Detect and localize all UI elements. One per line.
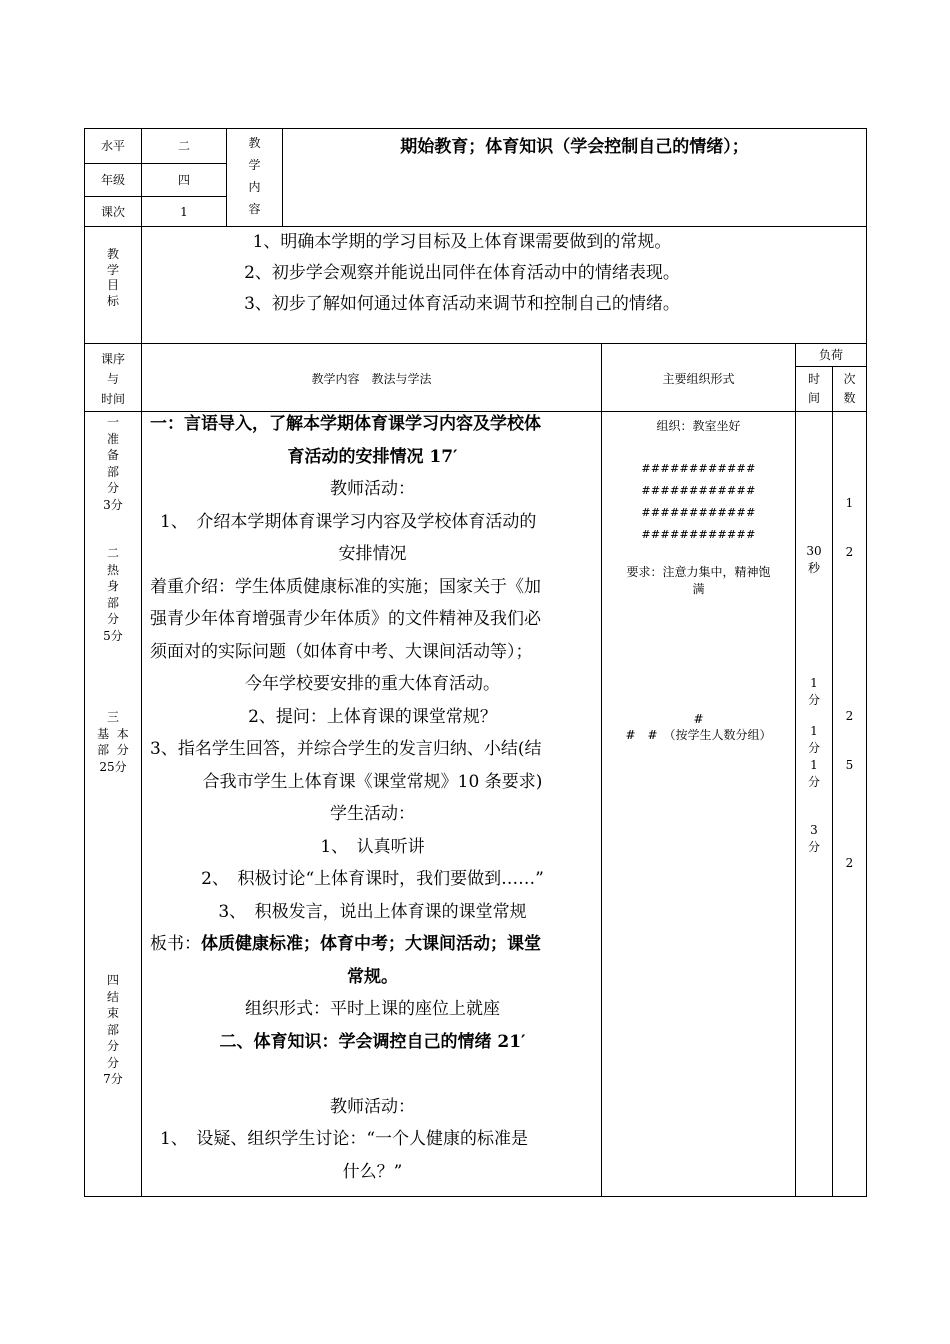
time-basic-1: 1 分 (807, 676, 820, 707)
formation-diagram (602, 458, 795, 546)
paragraph: 1、 介绍本学期体育课学习内容及学校体育活动的 (160, 511, 537, 532)
phase-basic: 三 基 本 部 分 25分 (97, 710, 129, 774)
load-header: 负荷 (818, 348, 843, 362)
paragraph: 1、 认真听讲 (320, 836, 425, 857)
phase-warmup: 二 热 身 部 分 5分 (103, 546, 123, 643)
time-basic-2: 1 分 1 分 (807, 724, 820, 789)
level-value: 二 (177, 139, 190, 153)
paragraph: 1、 设疑、组织学生讨论：“一个人健康的标准是 (160, 1129, 529, 1149)
paragraph: 强青少年体育增强青少年体质》的文件精神及我们必 (150, 609, 541, 629)
paragraph: 须面对的实际问题（如体育中考、大课间活动等）； (150, 641, 533, 662)
subheading: 教师活动： (330, 479, 415, 499)
count-value: 2 (845, 856, 854, 870)
objectives-label: 教 学 目 标 (106, 247, 119, 308)
organization-header: 主要组织形式 (662, 372, 735, 386)
time-warmup: 30 秒 (806, 544, 822, 575)
lesson-value: 1 (180, 205, 188, 219)
objectives-list (142, 227, 782, 320)
grade-value: 四 (177, 173, 190, 187)
section-heading: 育活动的安排情况 17′ (287, 446, 458, 467)
phase-closing: 四 结 束 部 分 分 7分 (103, 973, 123, 1086)
phase-preparation: 一 准 备 部 分 3分 (103, 415, 123, 512)
paragraph: 合我市学生上体育课《课堂常规》10 条要求) (202, 771, 543, 792)
grade-label: 年级 (100, 173, 125, 187)
formation-row: ############ (641, 462, 756, 475)
lesson-content (150, 408, 595, 1188)
paragraph: 3、指名学生回答，并综合学生的发言归纳、小结(结 (150, 739, 542, 759)
section-heading: 一：言语导入，了解本学期体育课学习内容及学校体 (150, 414, 541, 434)
group-formation: # # （按学生人数分组） (625, 728, 772, 742)
paragraph: 3、 积极发言，说出上体育课的课堂常规 (218, 901, 527, 922)
content-methods-header: 教学内容 教法与学法 (311, 372, 432, 386)
section-heading: 二、体育知识：学会调控自己的情绪 21′ (219, 1031, 526, 1052)
count-header: 次 数 (843, 372, 856, 405)
sequence-header: 课序 与 时间 (100, 352, 125, 406)
formation-row: ############ (641, 528, 756, 541)
time-basic-3: 3 分 (807, 823, 820, 854)
board-notes-cont: 常规。 (347, 966, 398, 987)
paragraph: 2、 积极讨论“上体育课时，我们要做到……” (201, 869, 544, 889)
subheading: 学生活动： (330, 804, 415, 824)
paragraph: 安排情况 (338, 544, 407, 564)
paragraph: 今年学校要安排的重大体育活动。 (245, 674, 500, 694)
objective-item: 1、明确本学期的学习目标及上体育课需要做到的常规。 (252, 232, 672, 252)
count-value: 2 (845, 545, 854, 559)
lesson-label: 课次 (100, 205, 125, 219)
org-title: 组织：教室坐好 (656, 419, 741, 433)
formation-row: ############ (641, 484, 756, 497)
count-value: 2 (845, 709, 854, 723)
content-title: 期始教育；体育知识（学会控制自己的情绪）； (400, 137, 749, 157)
time-header: 时 间 (807, 372, 820, 405)
count-value: 1 (845, 496, 854, 510)
group-mark: # (693, 712, 704, 726)
org-requirement: 要求：注意力集中，精神饱 满 (626, 565, 771, 596)
paragraph: 什么？” (342, 1161, 403, 1182)
formation-row: ############ (641, 506, 756, 519)
level-label: 水平 (100, 139, 125, 153)
objective-item: 3、初步了解如何通过体育活动来调节和控制自己的情绪。 (244, 294, 680, 314)
subheading: 教师活动： (330, 1096, 415, 1117)
board-notes: 板书：体质健康标准；体育中考；大课间活动；课堂 (150, 934, 541, 954)
paragraph: 组织形式：平时上课的座位上就座 (245, 999, 500, 1019)
content-label: 教 学 内 容 (248, 136, 261, 216)
objective-item: 2、初步学会观察并能说出同伴在体育活动中的情绪表现。 (244, 263, 680, 283)
count-value: 5 (845, 758, 854, 772)
paragraph: 2、提问：上体育课的课堂常规？ (248, 706, 497, 727)
paragraph: 着重介绍：学生体质健康标准的实施；国家关于《加 (150, 576, 541, 597)
